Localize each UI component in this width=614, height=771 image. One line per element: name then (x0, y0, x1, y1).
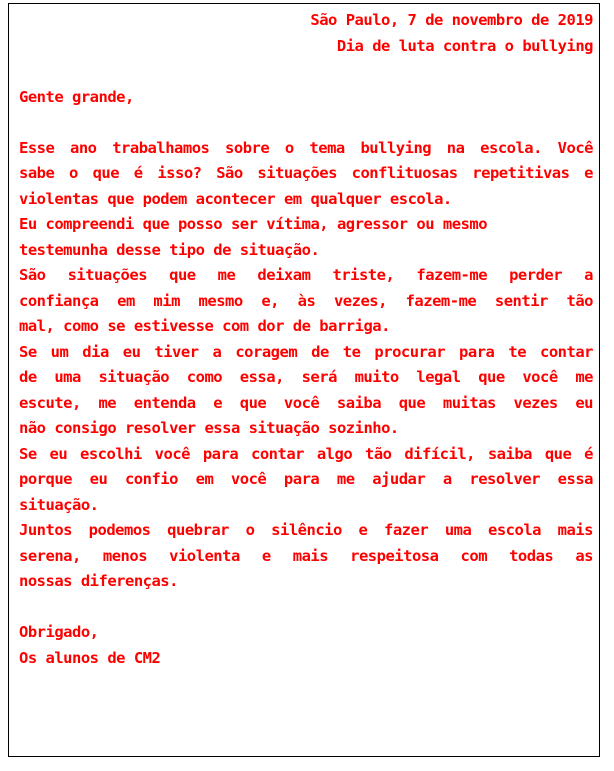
letter-body (19, 8, 593, 671)
paragraph-line: porque eu confio em você para me ajudar a resolver essa (19, 470, 593, 488)
paragraph-line: Se um dia eu tiver a coragem de te procurar para te contar (19, 342, 593, 361)
paragraph-line: serena, menos violenta e mais respeitosa com todas as (19, 546, 593, 565)
blank-line (19, 110, 593, 136)
paragraph-line: Eu compreendi que posso ser vítima, agressor ou mesmo (19, 215, 488, 233)
paragraph-line: escute, me entenda e que você saiba que muitas vezes eu (19, 393, 593, 412)
paragraph-line: confiança em mim mesmo e, às vezes, fazem-me sentir tão (19, 291, 593, 310)
paragraph-line: não consigo resolver essa situação sozinho. (19, 419, 399, 437)
paragraph-line: testemunha desse tipo de situação. (19, 240, 320, 259)
paragraph-line: Esse ano trabalhamos sobre o tema bullying na escola. Você (19, 138, 593, 157)
letter-salutation: Gente grande, (19, 87, 134, 106)
paragraph-line: violentas que podem acontecer em qualquer escola. (19, 189, 452, 208)
letter-place-date: São Paulo, 7 de novembro de 2019 (310, 11, 593, 29)
letter-frame (8, 3, 600, 757)
paragraph-line: situação. (19, 495, 99, 514)
blank-line (19, 59, 593, 85)
paragraph-line: nossas diferenças. (19, 572, 178, 590)
paragraph-line: São situações que me deixam triste, fazem-me perder a (19, 266, 593, 284)
letter-occasion: Dia de luta contra o bullying (336, 36, 593, 55)
paragraph-line: Se eu escolhi você para contar algo tão difícil, saiba que é (19, 444, 593, 463)
blank-line (19, 595, 593, 621)
letter-signature: Os alunos de CM2 (19, 648, 161, 667)
letter-closing: Obrigado, (19, 623, 99, 641)
paragraph-line: sabe o que é isso? São situações conflituosas repetitivas e (19, 164, 593, 182)
paragraph-line: de uma situação como essa, será muito legal que você me (19, 368, 593, 386)
paragraph-line: Juntos podemos quebrar o silêncio e fazer uma escola mais (19, 521, 593, 539)
paragraph-line: mal, como se estivesse com dor de barriga. (19, 317, 390, 335)
